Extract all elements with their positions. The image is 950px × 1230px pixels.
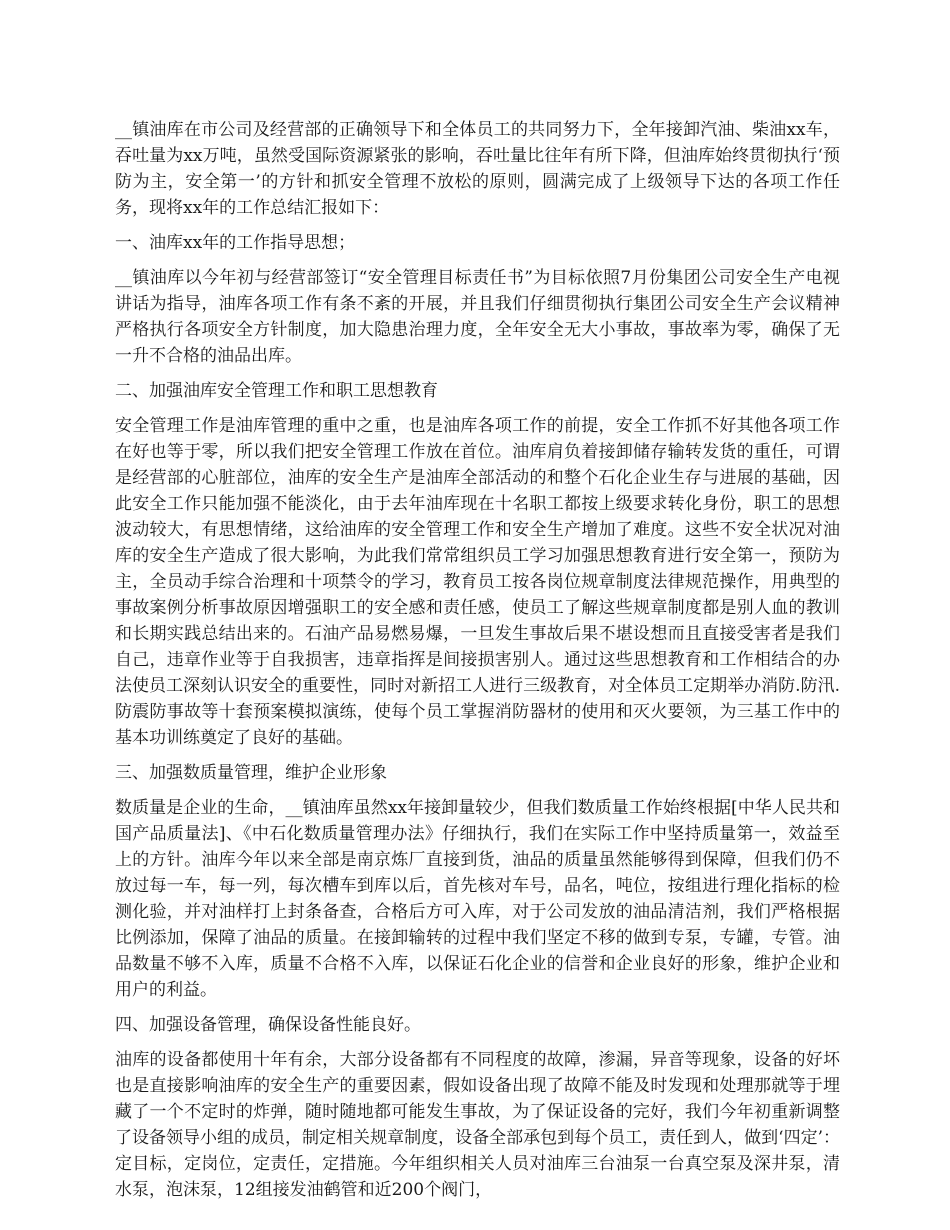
section-heading-1: 一、油库xx年的工作指导思想； <box>115 233 356 253</box>
document-body <box>115 117 840 1212</box>
section-heading-2: 二、加强油库安全管理工作和职工思想教育 <box>115 381 438 401</box>
section-1-paragraph: __镇油库以今年初与经营部签订“安全管理目标责任书”为目标依照7月份集团公司安全生产电视讲话为指导，油库各项工作有条不紊的开展，并且我们仔细贯彻执行集团公司安全生产会议精神严格执行各项安全方针制度，加大隐患治理力度，全年安全无大小事故，事故率为零，确保了无一升不合格的油品出库。 <box>115 268 840 366</box>
section-heading-4: 四、加强设备管理，确保设备性能良好。 <box>115 1015 421 1035</box>
section-2-paragraph: 安全管理工作是油库管理的重中之重，也是油库各项工作的前提，安全工作抓不好其他各项工作在好也等于零，所以我们把安全管理工作放在首位。油库肩负着接卸储存输转发货的重任，可谓是经营部的心脏部位，油库的安全生产是油库全部活动的和整个石化企业生存与进展的基础，因此安全工作只能加强不能淡化，由于去年油库现在十名职工都按上级要求转化身份，职工的思想波动较大，有思想情绪，这给油库的安全管理工作和安全生产增加了难度。这些不安全状况对油库的安全生产造成了很大影响，为此我们常常组织员工学习加强思想教育进行安全第一，预防为主，全员动手综合治理和十项禁令的学习，教育员工按各岗位规章制度法律规范操作，用典型的事故案例分析事故原因增强职工的安全感和责任感，使员工了解这些规章制度都是别人血的教训和长期实践总结出来的。石油产品易燃易爆，一旦发生事故后果不堪设想而且直接受害者是我们自己，违章作业等于自我损害，违章指挥是间接损害别人。通过这些思想教育和工作相结合的办法使员工深刻认识安全的重要性，同时对新招工人进行三级教育，对全体员工定期举办消防.防汛.防震防事故等十套预案模拟演练，使每个员工掌握消防器材的使用和灭火要领，为三基工作中的基本功训练奠定了良好的基础。 <box>115 416 840 748</box>
section-4-paragraph: 油库的设备都使用十年有余，大部分设备都有不同程度的故障，渗漏，异音等现象，设备的好坏也是直接影响油库的安全生产的重要因素，假如设备出现了故障不能及时发现和处理那就等于埋藏了一个不定时的炸弹，随时随地都可能发生事故，为了保证设备的完好，我们今年初重新调整了设备领导小组的成员，制定相关规章制度，设备全部承包到每个员工，责任到人，做到‘四定’：定目标，定岗位，定责任，定措施。今年组织相关人员对油库三台油泵一台真空泵及深井泵，清水泵，泡沫泵，12组接发油鹤管和近200个阀门， <box>115 1050 840 1200</box>
section-3-paragraph: 数质量是企业的生命，__镇油库虽然xx年接卸量较少，但我们数质量工作始终根据[中华人民共和国产品质量法]、《中石化数质量管理办法》仔细执行，我们在实际工作中坚持质量第一，效益至上的方针。油库今年以来全部是南京炼厂直接到货，油品的质量虽然能够得到保障，但我们仍不放过每一车，每一列，每次槽车到库以后，首先核对车号，品名，吨位，按组进行理化指标的检测化验，并对油样打上封条备查，合格后方可入库，对于公司发放的油品清洁剂，我们严格根据比例添加，保障了油品的质量。在接卸输转的过程中我们坚定不移的做到专泵，专罐，专管。油品数量不够不入库，质量不合格不入库，以保证石化企业的信誉和企业良好的形象，维护企业和用户的利益。 <box>115 798 840 1000</box>
section-heading-3: 三、加强数质量管理，维护企业形象 <box>115 763 387 783</box>
intro-paragraph: __镇油库在市公司及经营部的正确领导下和全体员工的共同努力下，全年接卸汽油、柴油xx车，吞吐量为xx万吨，虽然受国际资源紧张的影响，吞吐量比往年有所下降，但油库始终贯彻执行‘预防为主，安全第一’的方针和抓安全管理不放松的原则，圆满完成了上级领导下达的各项工作任务，现将xx年的工作总结汇报如下： <box>115 120 840 218</box>
